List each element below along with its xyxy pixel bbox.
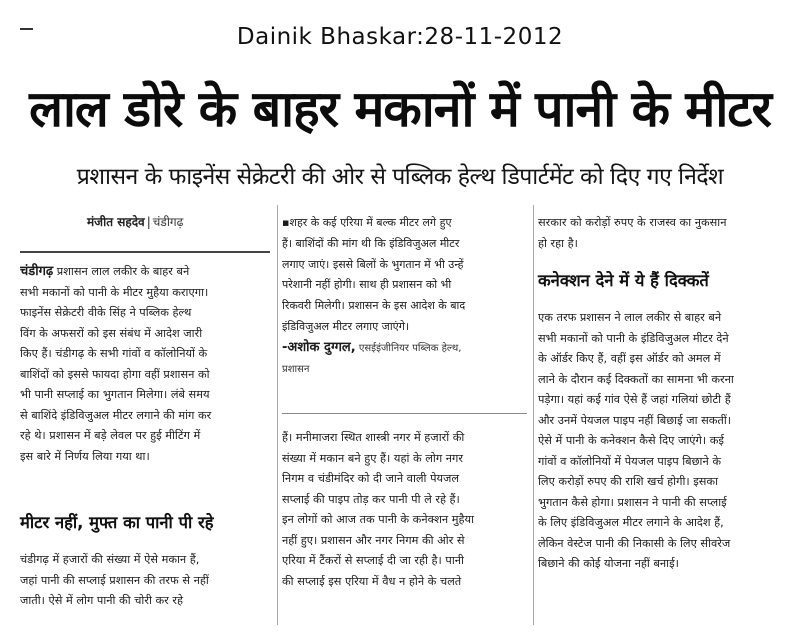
column-1-body <box>20 262 272 467</box>
text-line: संख्या में मकान बने हुए हैं। यहां के लोग नगर <box>282 451 464 465</box>
text-line: परेशानी नहीं होगी। साथ ही प्रशासन को भी <box>282 278 452 292</box>
column-divider <box>277 205 278 625</box>
text-line: फाइनेंस सेक्रेटरी वीके सिंह ने पब्लिक हेल्थ <box>20 306 192 319</box>
quote-rule <box>282 413 527 414</box>
text-line: की सप्लाई इस एरिया में वैध न होने के चलते <box>282 574 462 588</box>
text-line: हैं। मनीमाजरा स्थित शास्त्री नगर में हजारों की <box>282 431 465 444</box>
text-line: हो रहा है। <box>538 236 578 250</box>
text-line: भुगतान कैसे होगा। प्रशासन ने पानी की सप्लाई <box>538 495 727 509</box>
text-line: के लिए इंडिविजुअल मीटर लगाने के आदेश हैं, <box>538 516 724 529</box>
column-3-top <box>538 213 788 254</box>
column-3-subhead <box>538 268 788 291</box>
text-line: ऐसे में पानी के कनेक्शन कैसे दिए जाएंगे। कई <box>538 434 724 447</box>
text-line: इस बारे में निर्णय लिया गया था। <box>20 449 150 463</box>
text-line: चंडीगढ़ में हजारों की संख्या में ऐसे मकान हैं, <box>20 553 200 566</box>
paragraph <box>282 428 527 592</box>
text-line: हैं। बाशिंदों की मांग थी कि इंडिविजुअल मीटर <box>282 236 460 250</box>
text-fragment: शहर के कई एरिया में बल्क मीटर लगे हुए <box>289 216 452 229</box>
text-line: लाने के दौरान कई दिक्कतों का सामना भी करना <box>538 372 734 386</box>
text-line: सरकार को करोड़ों रुपए के राजस्व का नुकसान <box>538 216 727 229</box>
text-line: इन लोगों को आज तक पानी के कनेक्शन मुहैया <box>282 513 474 526</box>
text-line: सप्लाई की पाइप तोड़ कर पानी पी ले रहे हैं। <box>282 492 460 506</box>
text-line: गांवों व कॉलोनियों में पेयजल पाइप बिछाने के <box>538 454 722 468</box>
text-line <box>282 213 517 234</box>
text-line: निगम व चंडीमंदिर को दी जाने वाली पेयजल <box>282 472 460 485</box>
headline: लाल डोरे के बाहर मकानों में पानी के मीटर <box>29 80 771 138</box>
text-line: सभी मकानों को पानी के इंडिविजुअल मीटर देने <box>538 331 729 345</box>
paragraph <box>20 550 272 612</box>
subhead: कनेक्शन देने में ये हैं दिक्कतें <box>538 271 709 290</box>
quote-org: प्रशासन <box>282 363 310 375</box>
lead-word: चंडीगढ़ <box>20 264 54 279</box>
text-line: एरिया में टैंकरों से सप्लाई दी जा रही है। पानी <box>282 554 464 567</box>
text-line: एक तरफ प्रशासन ने लाल लकीर से बाहर बने <box>538 311 722 324</box>
text-line: रहे थे। प्रशासन में बड़े लेवल पर हुई मीटिंग में <box>20 429 201 442</box>
pull-quote <box>282 213 517 408</box>
text-line: जाती। ऐसे में लोग पानी की चोरी कर रहे <box>20 594 183 607</box>
bullet-icon: ▪ <box>282 216 290 229</box>
text-line <box>20 262 272 283</box>
text-line: इंडिविजुअल मीटर लगाए जाएंगे। <box>282 319 410 333</box>
text-fragment: प्रशासन लाल लकीर के बाहर बने <box>53 265 190 278</box>
quote-role: एसईइंजीनियर पब्लिक हेल्थ, <box>355 342 462 354</box>
paragraph <box>538 308 788 575</box>
paragraph <box>20 262 272 467</box>
text-line: बिछाने की कोई योजना नहीं बनाई। <box>538 557 679 570</box>
byline-rule <box>20 251 270 253</box>
column-3-body <box>538 308 788 575</box>
text-line: बाशिंदों को इससे फायदा होगा वहीं प्रशासन को <box>20 367 210 381</box>
text-line: भी पानी सप्लाई का भुगतान मिलेगा। लंबे समय <box>20 388 210 401</box>
paragraph <box>538 213 788 254</box>
text-line: सभी मकानों को पानी के मीटर मुहैया कराएगा। <box>20 285 209 299</box>
byline-separator: | <box>146 215 151 229</box>
column-divider <box>533 205 534 625</box>
quote-author: -अशोक दुग्गल, <box>282 339 356 355</box>
byline <box>87 213 183 230</box>
subheadline: प्रशासन के फाइनेंस सेक्रेटरी की ओर से पब्लिक हेल्थ डिपार्टमेंट को दिए गए निर्देश <box>76 164 724 190</box>
text-line: रिकवरी मिलेगी। प्रशासन के इस आदेश के बाद <box>282 299 466 313</box>
text-line: जहां पानी की सप्लाई प्रशासन की तरफ से नहीं <box>20 573 209 587</box>
text-line: पड़ेगा। यहां कई गांव ऐसे हैं जहां गलियां छोटी हैं <box>538 393 731 406</box>
text-line: विंग के अफसरों को इस संबंध में आदेश जारी <box>20 326 203 340</box>
column-1-subhead <box>20 510 272 533</box>
text-line: लिए करोड़ों रुपए की राशि खर्च होगी। इसका <box>538 475 719 488</box>
source-caption: Dainik Bhaskar:28-11-2012 <box>236 24 564 50</box>
byline-author: मंजीत सहदेव <box>87 215 145 229</box>
byline-city: चंडीगढ़ <box>152 215 184 229</box>
text-line: नहीं हुए। प्रशासन और नगर निगम की ओर से <box>282 533 465 547</box>
text-line: लेकिन वेस्टेज पानी की निकासी के लिए सीवरेज <box>538 536 731 550</box>
text-line: से बाशिंदे इंडिविजुअल मीटर लगाने की मांग कर <box>20 408 212 422</box>
text-line: और उनमें पेयजल पाइप नहीं बिछाई जा सकतीं। <box>538 413 732 427</box>
quote-attribution <box>282 338 517 360</box>
text-line: किए हैं। चंडीगढ़ के सभी गांवों व कॉलोनियों के <box>20 347 208 360</box>
quote-text <box>282 213 517 380</box>
text-line: लगाए जाएं। इससे बिलों के भुगतान में भी उन्हें <box>282 257 464 271</box>
column-1-body-2 <box>20 550 272 612</box>
column-2-body <box>282 428 527 592</box>
text-line: के ऑर्डर किए हैं, वहीं इस ऑर्डर को अमल में <box>538 352 721 365</box>
subhead: मीटर नहीं, मुफ्त का पानी पी रहे <box>20 513 214 532</box>
